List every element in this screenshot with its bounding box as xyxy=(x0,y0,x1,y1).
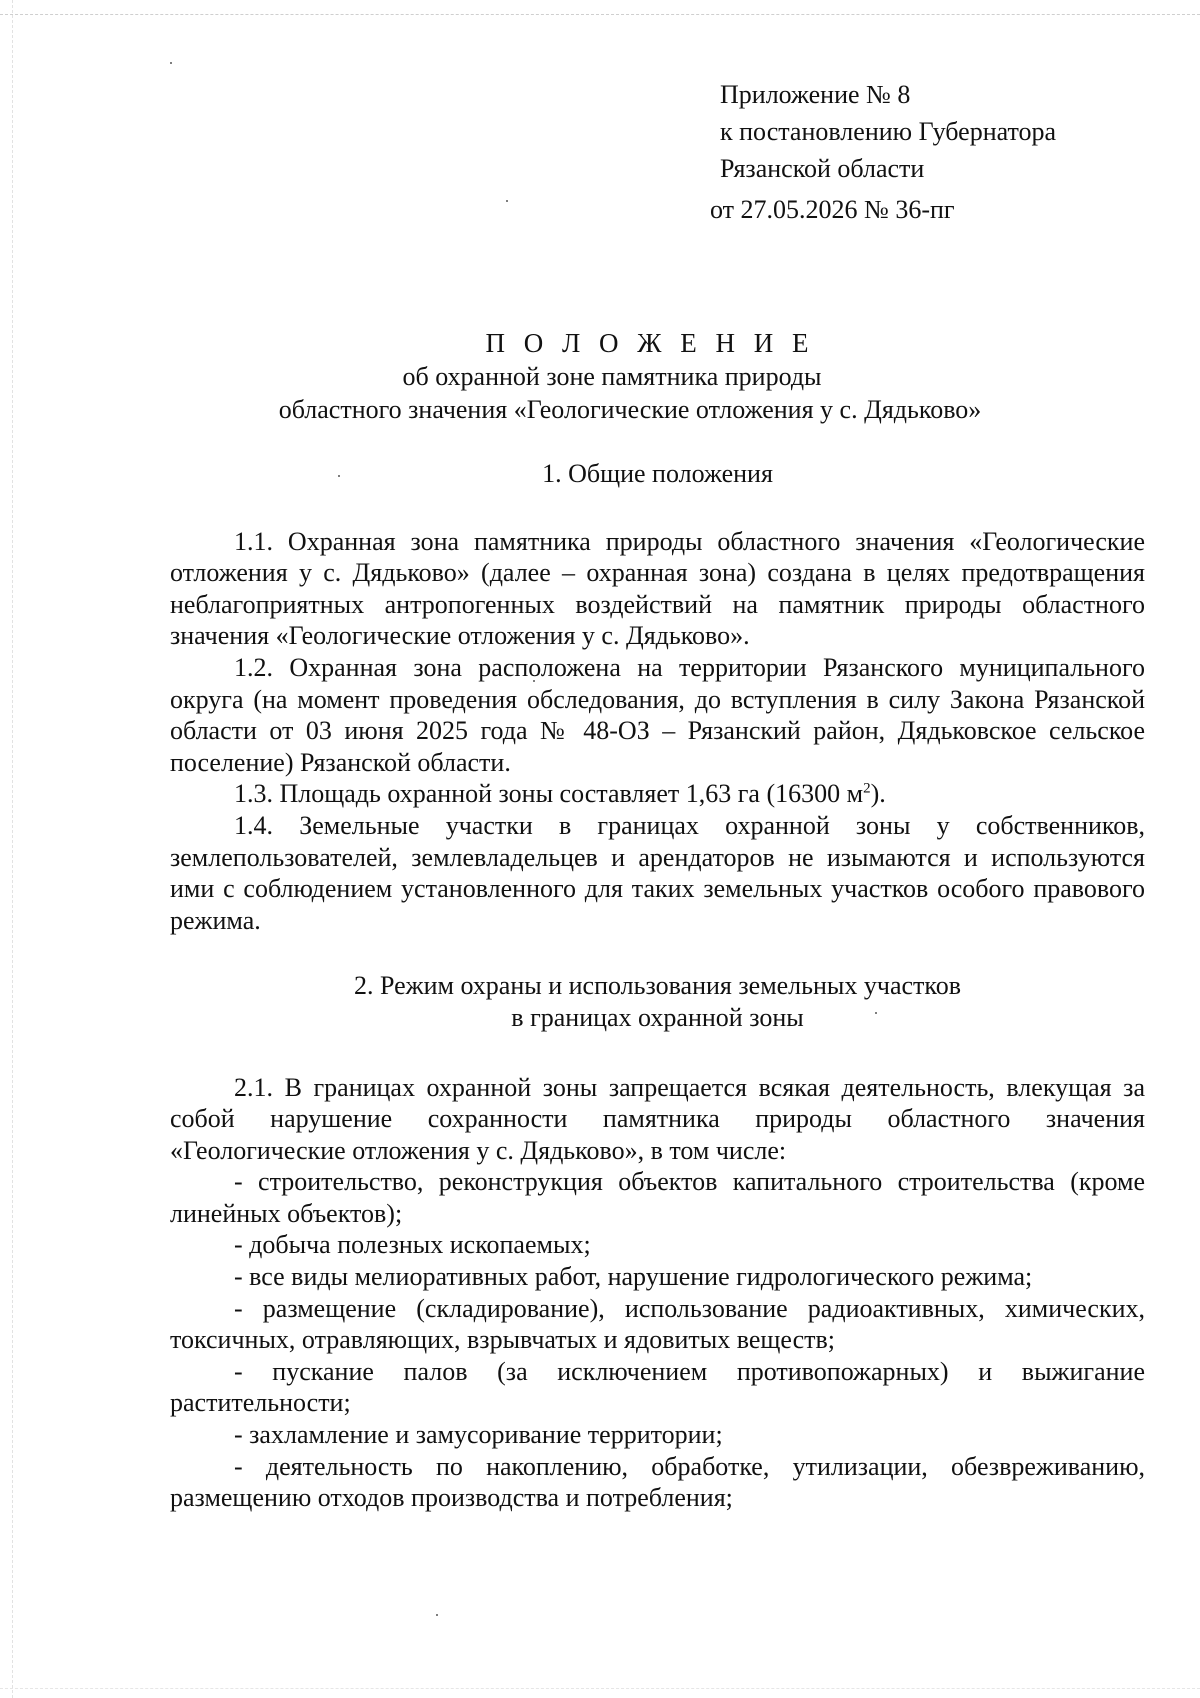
document-title-block xyxy=(0,327,1200,426)
scan-edge-bottom xyxy=(0,1688,1200,1689)
paragraph-1-3-text: 1.3. Площадь охранной зоны составляет 1,63 га (16300 м xyxy=(234,779,864,809)
annex-header xyxy=(710,76,1057,228)
annex-date-number: от 27.05.2026 № 36-пг xyxy=(710,195,955,224)
paragraph-1-2: 1.2. Охранная зона расположена на территории Рязанского муниципального округа (на момент проведения обследования, до вступления в силу Закона Рязанской области от 03 июня 2025 года № 48-ОЗ – Рязанский район, Дядьковское сельское поселение) Рязанской области. xyxy=(170,652,1145,777)
paragraph-1-3-end: ). xyxy=(870,779,886,809)
list-item: - строительство, реконструкция объектов капитального строительства (кроме линейных объектов); xyxy=(170,1167,1145,1228)
annex-region: Рязанской области xyxy=(720,154,925,183)
scan-edge-top xyxy=(0,14,1200,15)
list-item: - все виды мелиоративных работ, нарушение гидрологического режима; xyxy=(234,1262,1033,1292)
annex-number: Приложение № 8 xyxy=(720,80,911,109)
section-1-heading: 1. Общие положения xyxy=(542,459,773,488)
annex-decree-ref: к постановлению Губернатора xyxy=(720,117,1057,146)
section-2-heading xyxy=(170,970,1145,1033)
list-item: - пускание палов (за исключением противопожарных) и выжигание растительности; xyxy=(170,1356,1145,1418)
document-subtitle-2: областного значения «Геологические отложения у с. Дядьково» xyxy=(278,395,982,424)
scan-speck xyxy=(170,62,172,64)
document-body xyxy=(170,458,1145,1514)
scan-speck xyxy=(436,1614,438,1616)
paragraph-1-3 xyxy=(170,778,1145,810)
paragraph-1-4: 1.4. Земельные участки в границах охранной зоны у собственников, землепользователей, землевладельцев и арендаторов не изымаются и используются ими с соблюдением установленного для таких земельных участков особого правового режима. xyxy=(170,810,1145,935)
scan-edge-left xyxy=(12,0,13,1698)
section-2-heading-line-1: 2. Режим охраны и использования земельных участков xyxy=(353,971,962,1001)
document-subtitle-1: об охранной зоне памятника природы xyxy=(402,362,822,391)
section-2-heading-line-2: в границах охранной зоны xyxy=(511,1002,804,1032)
list-item: - добыча полезных ископаемых; xyxy=(234,1230,591,1260)
document-title: П О Л О Ж Е Н И Е xyxy=(485,328,815,358)
scan-speck xyxy=(506,200,508,202)
superscript-2: 2 xyxy=(863,780,871,797)
list-item: - размещение (складирование), использование радиоактивных, химических, токсичных, отравляющих, взрывчатых и ядовитых веществ; xyxy=(170,1293,1145,1355)
list-item: - деятельность по накоплению, обработке, утилизации, обезвреживанию, размещению отходов производства и потребления; xyxy=(170,1451,1145,1513)
paragraph-2-1: 2.1. В границах охранной зоны запрещается всякая деятельность, влекущая за собой нарушение сохранности памятника природы областного значения «Геологические отложения у с. Дядьково», в том числе: xyxy=(170,1072,1145,1165)
list-item: - захламление и замусоривание территории; xyxy=(234,1420,723,1450)
paragraph-1-1: 1.1. Охранная зона памятника природы областного значения «Геологические отложения у с. Дядьково» (далее – охранная зона) создана в целях предотвращения неблагоприятных антропогенных воздействий на памятник природы областного значения «Геологические отложения у с. Дядьково». xyxy=(170,526,1145,651)
